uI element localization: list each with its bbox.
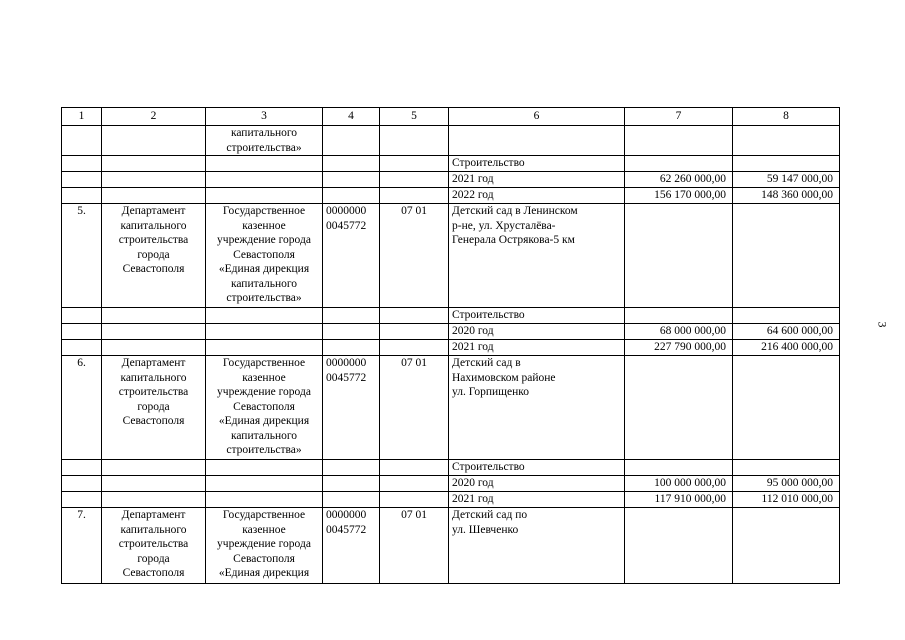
section-cell: 07 01 (380, 204, 449, 308)
amount-col8: 148 360 000,00 (733, 188, 840, 204)
department-cell: Департамент капитального строительства города Севастополя (102, 356, 206, 460)
amount-col8: 95 000 000,00 (733, 476, 840, 492)
header-row (62, 108, 840, 126)
row-number: 6. (62, 356, 102, 460)
amount-col7: 227 790 000,00 (625, 340, 733, 356)
section-cell: 07 01 (380, 508, 449, 584)
table-row (62, 508, 840, 584)
table-row (62, 324, 840, 340)
table-row (62, 340, 840, 356)
table-row (62, 126, 840, 156)
page-number: 3 (875, 321, 890, 328)
amount-col8: 112 010 000,00 (733, 492, 840, 508)
table-row (62, 476, 840, 492)
amount-col8: 64 600 000,00 (733, 324, 840, 340)
col-header-6: 6 (449, 108, 625, 126)
table-row (62, 172, 840, 188)
table-row (62, 188, 840, 204)
code-cell: 0000000 0045772 (323, 508, 380, 584)
stage-label: 2021 год (449, 340, 625, 356)
stage-label: Строительство (449, 460, 625, 476)
institution-cell: Государственное казенное учреждение города Севастополя «Единая дирекция капитального строительства» (206, 204, 323, 308)
amount-col7: 62 260 000,00 (625, 172, 733, 188)
amount-col7: 156 170 000,00 (625, 188, 733, 204)
table-row (62, 356, 840, 460)
object-cell: Детский сад в Нахимовском районе ул. Горпищенко (449, 356, 625, 460)
budget-table (61, 107, 840, 584)
col-header-4: 4 (323, 108, 380, 126)
stage-label: Строительство (449, 308, 625, 324)
col-header-2: 2 (102, 108, 206, 126)
amount-col7: 68 000 000,00 (625, 324, 733, 340)
table-row (62, 156, 840, 172)
table-row (62, 492, 840, 508)
table-row (62, 204, 840, 308)
code-cell: 0000000 0045772 (323, 356, 380, 460)
stage-label: Строительство (449, 156, 625, 172)
department-cell: Департамент капитального строительства города Севастополя (102, 508, 206, 584)
code-cell: 0000000 0045772 (323, 204, 380, 308)
institution-cell: капитального строительства» (206, 126, 323, 156)
amount-col7: 100 000 000,00 (625, 476, 733, 492)
stage-label: 2021 год (449, 172, 625, 188)
table-row (62, 308, 840, 324)
stage-label: 2021 год (449, 492, 625, 508)
object-cell: Детский сад в Ленинском р-не, ул. Хрусталёва- Генерала Острякова-5 км (449, 204, 625, 308)
section-cell: 07 01 (380, 356, 449, 460)
col-header-5: 5 (380, 108, 449, 126)
amount-col8: 59 147 000,00 (733, 172, 840, 188)
col-header-1: 1 (62, 108, 102, 126)
table-row (62, 460, 840, 476)
col-header-3: 3 (206, 108, 323, 126)
col-header-7: 7 (625, 108, 733, 126)
institution-cell: Государственное казенное учреждение города Севастополя «Единая дирекция капитального строительства» (206, 356, 323, 460)
stage-label: 2022 год (449, 188, 625, 204)
stage-label: 2020 год (449, 476, 625, 492)
amount-col7: 117 910 000,00 (625, 492, 733, 508)
object-cell: Детский сад по ул. Шевченко (449, 508, 625, 584)
row-number: 5. (62, 204, 102, 308)
col-header-8: 8 (733, 108, 840, 126)
amount-col8: 216 400 000,00 (733, 340, 840, 356)
row-number: 7. (62, 508, 102, 584)
stage-label: 2020 год (449, 324, 625, 340)
institution-cell: Государственное казенное учреждение города Севастополя «Единая дирекция (206, 508, 323, 584)
department-cell: Департамент капитального строительства города Севастополя (102, 204, 206, 308)
